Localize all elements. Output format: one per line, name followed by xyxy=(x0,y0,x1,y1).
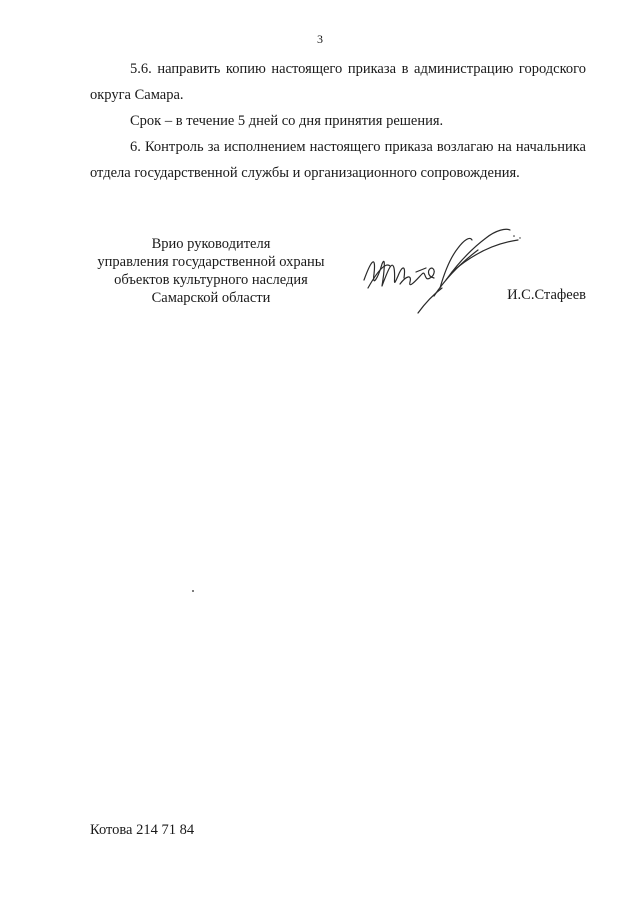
signer-position xyxy=(80,235,342,307)
signer-name: И.С.Стафеев xyxy=(507,287,586,303)
signer-position-line: Врио руководителя xyxy=(151,236,271,252)
scan-artifact-dot xyxy=(192,590,194,592)
signer-position-line: управления государственной охраны xyxy=(97,254,325,270)
page-number: 3 xyxy=(317,32,323,46)
paragraph-6-control: 6. Контроль за исполнением настоящего приказа возлагаю на начальника отдела государственной службы и организационного сопровождения. xyxy=(90,139,586,181)
executor-contact: Котова 214 71 84 xyxy=(90,822,195,838)
paragraph-5-6: 5.6. направить копию настоящего приказа в администрацию городского округа Самара. xyxy=(90,61,586,103)
signer-position-line: Самарской области xyxy=(151,290,271,306)
paragraph-deadline: Срок – в течение 5 дней со дня принятия решения. xyxy=(130,113,444,129)
signer-position-line: объектов культурного наследия xyxy=(114,272,308,288)
